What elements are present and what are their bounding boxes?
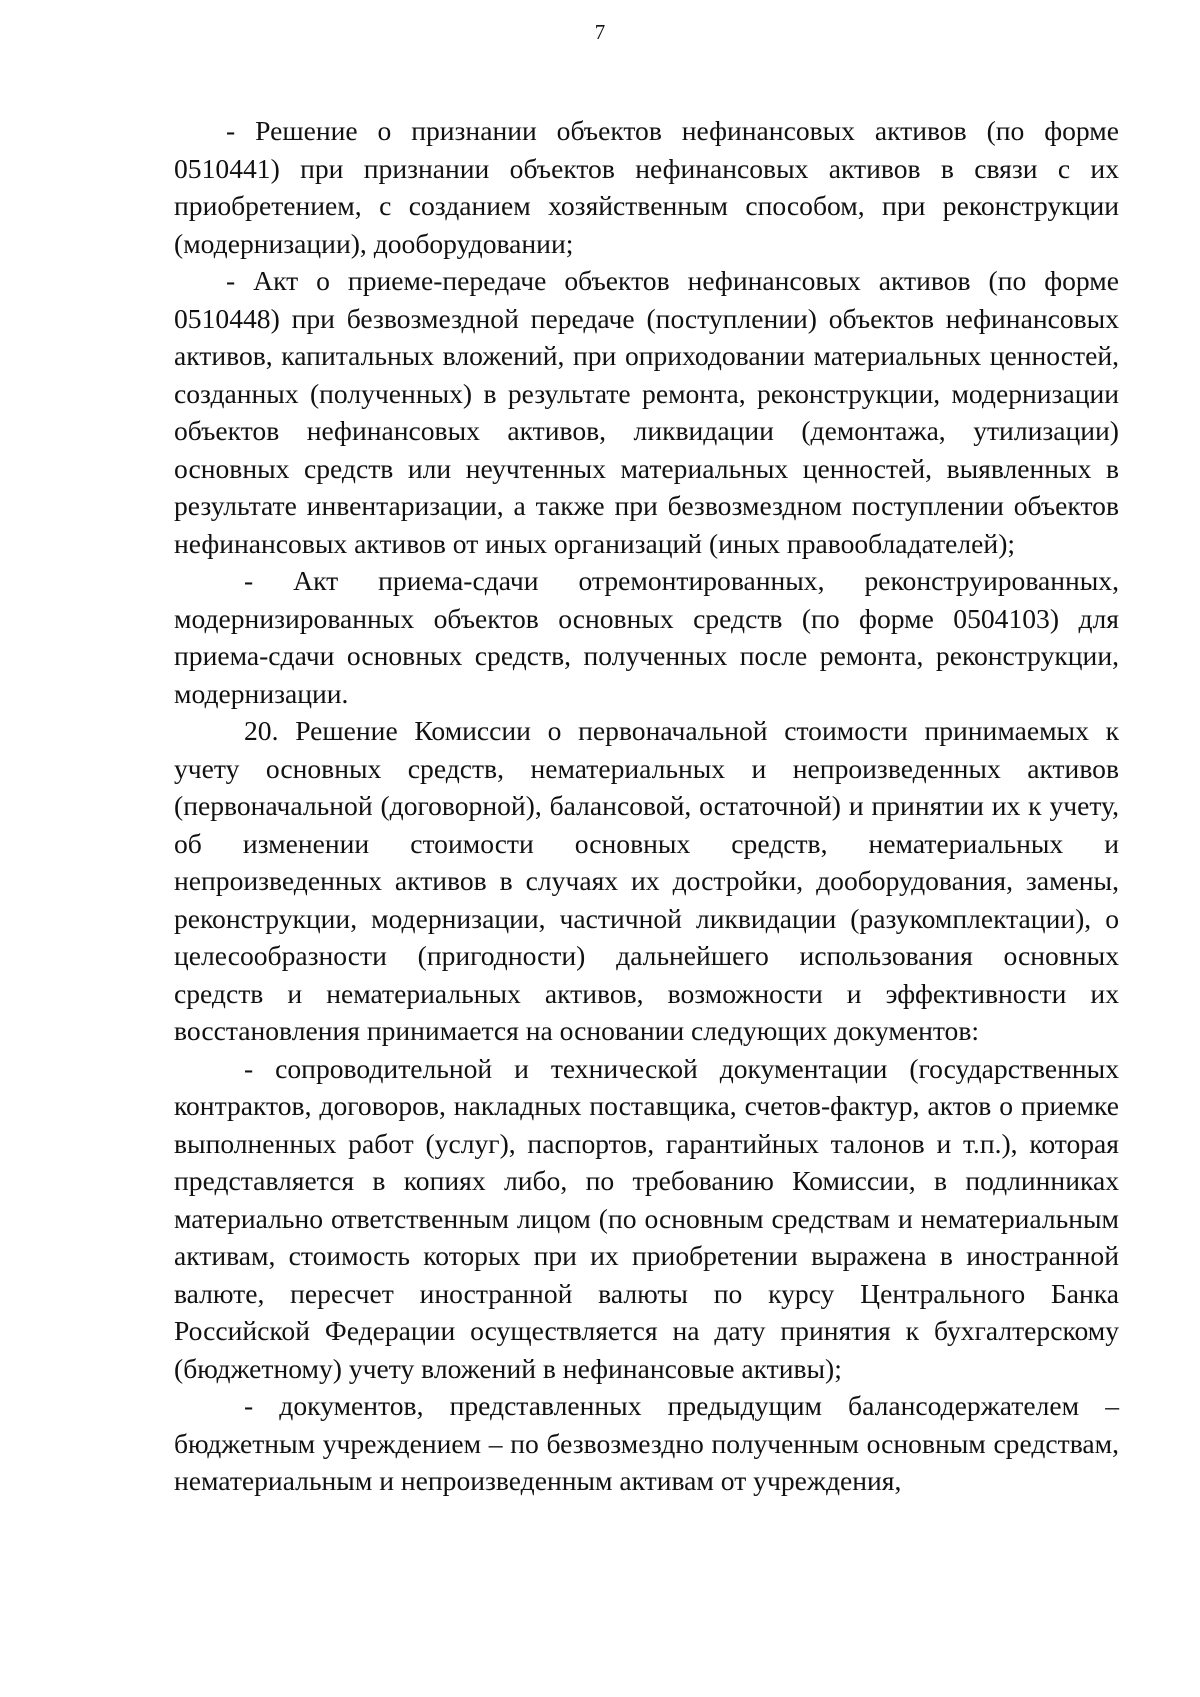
- paragraph-item-20: 20. Решение Комиссии о первоначальной стоимости принимаемых к учету основных средств, нематериальных и непроизведенных активов (первоначальной (договорной), балансовой, остаточной) и принятии их к учету, об изменении стоимости основных средств, нематериальных и непроизведенных активов в случаях их достройки, дооборудования, замены, реконструкции, модернизации, частичной ликвидации (разукомплектации), о целесообразности (пригодности) дальнейшего использования основных средств и нематериальных активов, возможности и эффективности их восстановления принимается на основании следующих документов:: [174, 715, 1119, 1046]
- paragraph-previous-holder-documents: - документов, представленных предыдущим балансодержателем – бюджетным учреждением – по безвозмездно полученным основным средствам, нематериальным и непроизведенным активам от учреждения,: [174, 1390, 1119, 1496]
- paragraph-decision-form-0510441: - Решение о признании объектов нефинансовых активов (по форме 0510441) при признании объектов нефинансовых активов в связи с их приобретением, с созданием хозяйственным способом, при реконструкции (модернизации), дооборудовании;: [174, 115, 1119, 259]
- page-number: 7: [594, 20, 606, 44]
- document-body: [174, 112, 1119, 1500]
- paragraph-accompanying-documentation: - сопроводительной и технической документации (государственных контрактов, договоров, накладных поставщика, счетов-фактур, актов о приемке выполненных работ (услуг), паспортов, гарантийных талонов и т.п.), которая представляется в копиях либо, по требованию Комиссии, в подлинниках материально ответственным лицом (по основным средствам и нематериальным активам, стоимость которых при их приобретении выражена в иностранной валюте, пересчет иностранной валюты по курсу Центрального Банка Российской Федерации осуществляется на дату принятия к бухгалтерскому (бюджетному) учету вложений в нефинансовые активы);: [174, 1052, 1119, 1384]
- paragraph-act-form-0510448: - Акт о приеме-передаче объектов нефинансовых активов (по форме 0510448) при безвозмездной передаче (поступлении) объектов нефинансовых активов, капитальных вложений, при оприходовании материальных ценностей, созданных (полученных) в результате ремонта, реконструкции, модернизации объектов нефинансовых активов, ликвидации (демонтажа, утилизации) основных средств или неучтенных материальных ценностей, выявленных в результате инвентаризации, а также при безвозмездном поступлении объектов нефинансовых активов от иных организаций (иных правообладателей);: [174, 265, 1119, 559]
- paragraph-act-form-0504103: - Акт приема-сдачи отремонтированных, реконструированных, модернизированных объектов основных средств (по форме 0504103) для приема-сдачи основных средств, полученных после ремонта, реконструкции, модернизации.: [174, 565, 1119, 709]
